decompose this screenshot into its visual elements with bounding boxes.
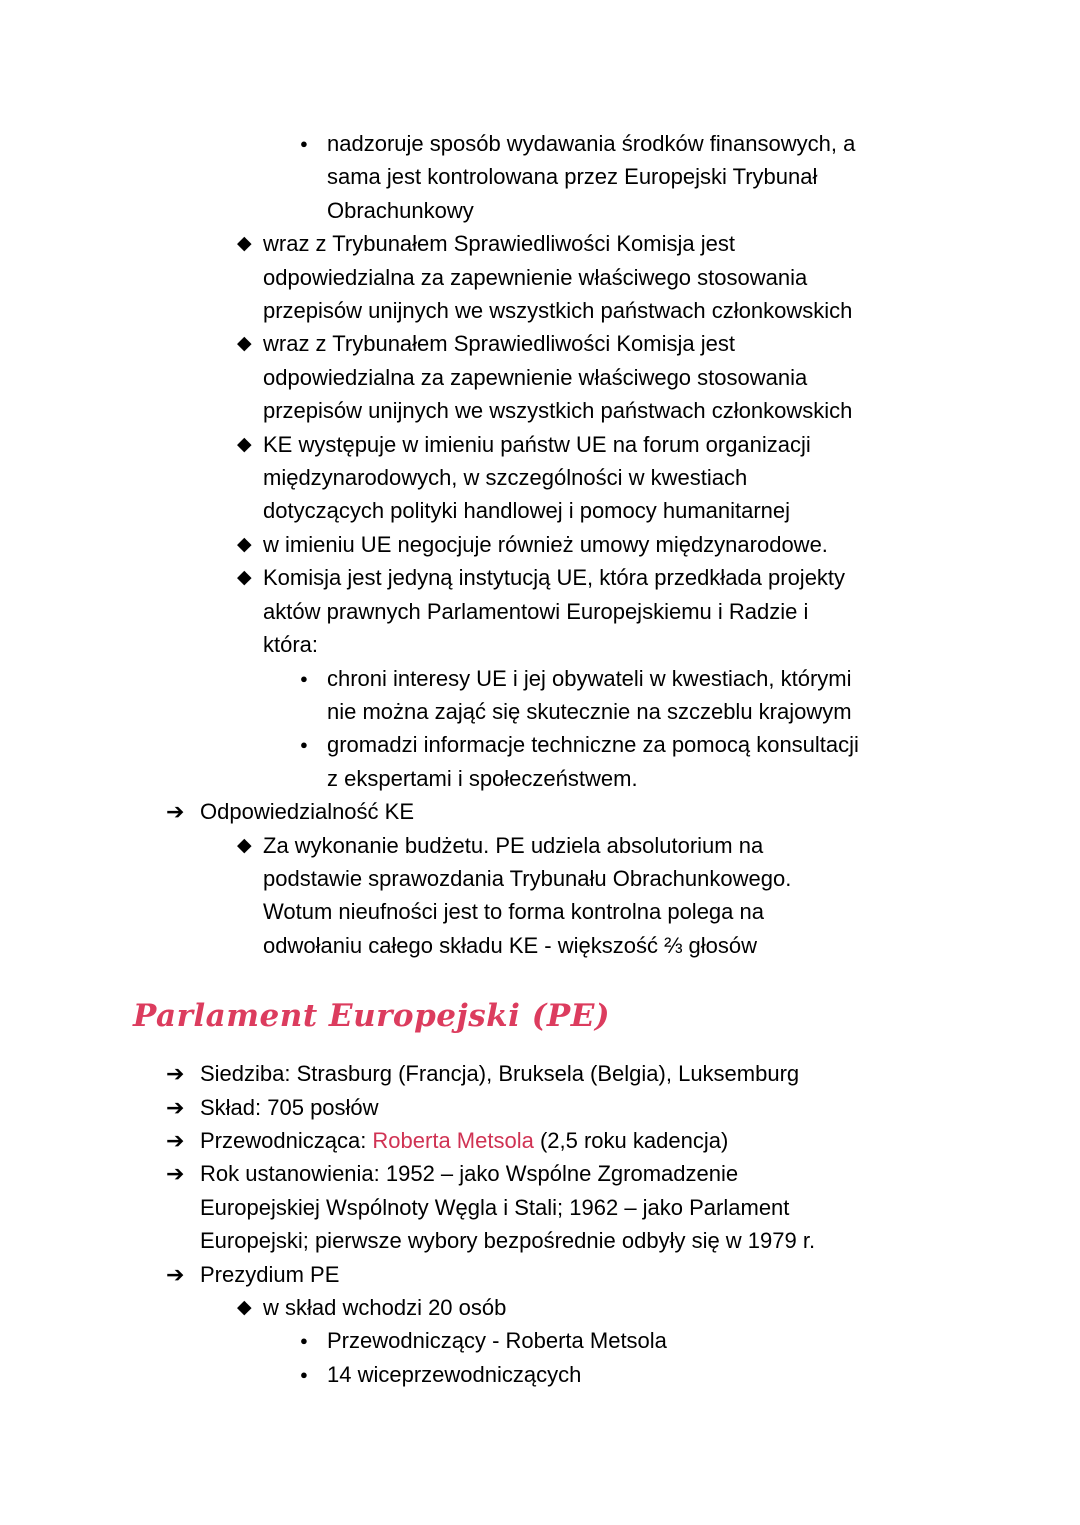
arrow-bullet-icon: ➔ [166,1127,185,1153]
item-text: Komisja jest jedyną instytucją UE, która przedkłada projekty aktów prawnych Parlamentowi Europejskiemu i Radzie i która: [263,565,846,658]
diamond-bullet-icon: ◆ [237,233,252,255]
disc-bullet-icon: ● [300,136,308,151]
item-text [200,1124,728,1157]
item-text: gromadzi informacje techniczne za pomocą konsultacji z ekspertami i społeczeństwem. [327,732,859,791]
list-item [237,561,1080,661]
disc-bullet-icon: ● [300,670,308,686]
disc-bullet-icon: ● [300,1333,308,1349]
item-text: 14 wiceprzewodniczących [327,1361,582,1387]
list-item [300,1324,1080,1357]
item-text: Prezydium PE [200,1261,340,1287]
list-item [166,1258,1080,1291]
item-text: chroni interesy UE i jej obywateli w kwestiach, którymi nie można zająć się skutecznie na szczeblu krajowym [327,665,852,724]
list-item [237,227,1080,327]
item-text-segment: Przewodnicząca: [200,1127,373,1153]
disc-bullet-icon: ● [300,737,308,753]
list-item [166,795,1080,828]
list-item [166,1157,1080,1257]
item-text: w skład wchodzi 20 osób [263,1295,507,1320]
diamond-bullet-icon: ◆ [237,333,252,355]
item-text: Za wykonanie budżetu. PE udziela absolutorium na podstawie sprawozdania Trybunału Obrachunkowego. Wotum nieufności jest to forma kontrolna polega na odwołaniu całego składu KE - większość ⅔ głosów [263,832,792,958]
item-text-segment: (2,5 roku kadencja) [533,1127,729,1153]
list-item [237,528,1080,561]
arrow-bullet-icon: ➔ [166,1161,185,1187]
disc-bullet-icon: ● [300,1366,308,1382]
list-item [166,1124,1080,1157]
item-text: Siedziba: Strasburg (Francja), Bruksela (Belgia), Luksemburg [200,1061,800,1087]
item-text: Przewodniczący - Roberta Metsola [327,1328,667,1354]
list-item [166,1057,1080,1090]
list-item [237,428,1080,528]
item-text: w imieniu UE negocjuje również umowy międzynarodowe. [263,531,828,557]
arrow-bullet-icon: ➔ [166,1261,185,1287]
item-text: wraz z Trybunałem Sprawiedliwości Komisja jest odpowiedzialna za zapewnienie właściwego stosowania przepisów unijnych we wszystkich państwach członkowskich [263,231,853,324]
diamond-bullet-icon: ◆ [237,433,252,455]
list-item [300,1358,1080,1391]
item-text: Rok ustanowienia: 1952 – jako Wspólne Zgromadzenie Europejskiej Wspólnoty Węgla i Stali; 1962 – jako Parlament Europejski; pierwsze wybory bezpośrednie odbyły się w 1979 r. [200,1161,816,1254]
item-text: Odpowiedzialność KE [200,799,415,825]
diamond-bullet-icon: ◆ [237,533,252,555]
item-text: nadzoruje sposób wydawania środków finansowych, a sama jest kontrolowana przez Europejski Trybunał Obrachunkowy [327,131,856,223]
highlight-name: Roberta Metsola [372,1127,534,1153]
arrow-bullet-icon: ➔ [166,799,185,825]
list-item [166,1091,1080,1124]
section-heading: Parlament Europejski (PE) [133,998,611,1035]
list-item [300,662,1080,729]
item-text: wraz z Trybunałem Sprawiedliwości Komisja jest odpowiedzialna za zapewnienie właściwego stosowania przepisów unijnych we wszystkich państwach członkowskich [263,331,853,424]
list-item [300,127,1080,227]
item-text: KE występuje w imieniu państw UE na forum organizacji międzynarodowych, w szczególności w kwestiach dotyczących polityki handlowej i pomocy humanitarnej [263,431,811,524]
item-text: Skład: 705 posłów [200,1094,379,1120]
arrow-bullet-icon: ➔ [166,1061,185,1087]
list-item [237,1291,1080,1324]
list-item [300,728,1080,795]
arrow-bullet-icon: ➔ [166,1094,185,1120]
diamond-bullet-icon: ◆ [237,567,252,589]
diamond-bullet-icon: ◆ [237,834,252,856]
list-item [237,327,1080,427]
list-item [237,829,1080,963]
diamond-bullet-icon: ◆ [237,1297,252,1318]
